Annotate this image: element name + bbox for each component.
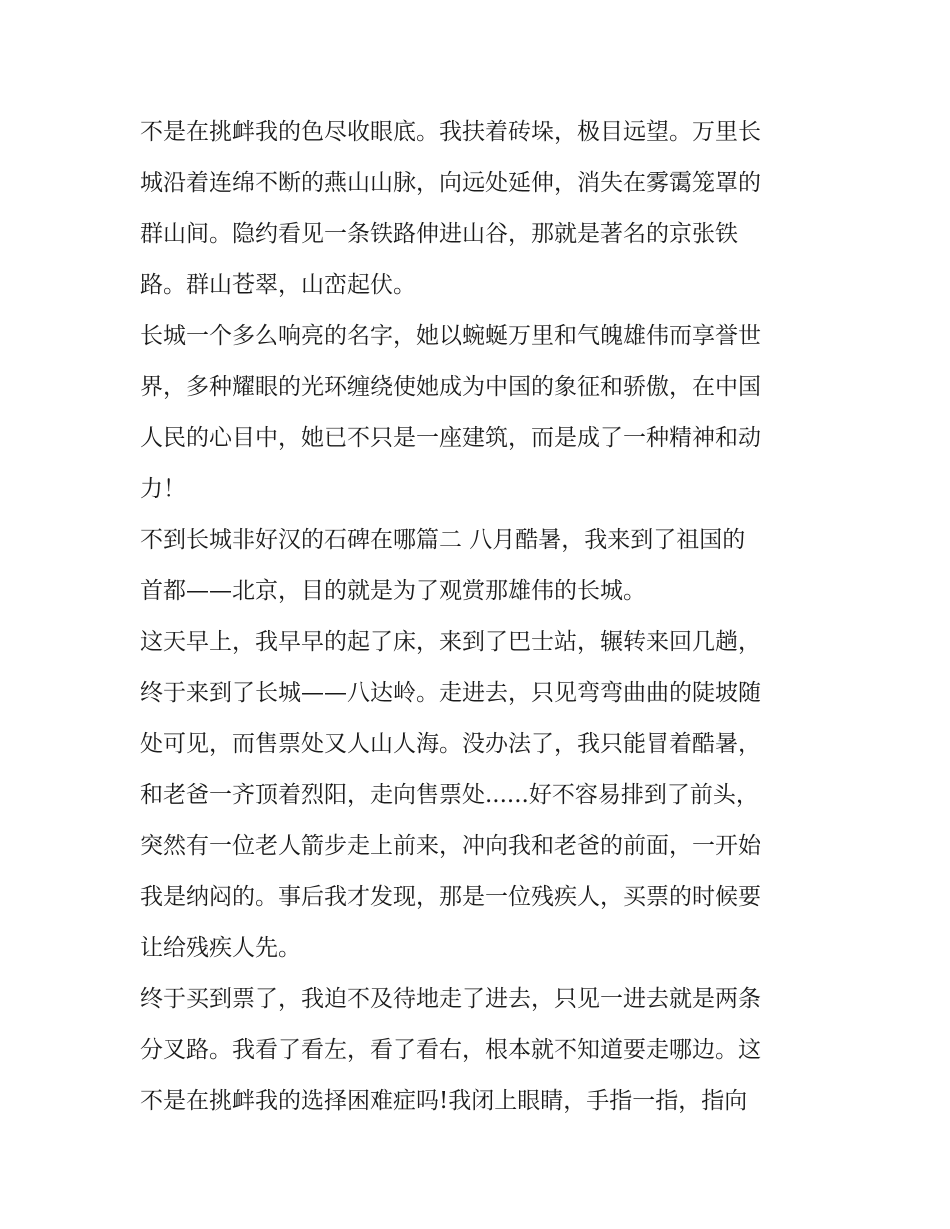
text-line: 路。群山苍翠，山峦起伏。: [140, 272, 416, 298]
text-line: 群山间。隐约看见一条铁路伸进山谷，那就是著名的京张铁: [140, 221, 738, 247]
text-line: 首都——北京，目的就是为了观赏那雄伟的长城。: [140, 578, 646, 604]
text-line: 不是在挑衅我的色尽收眼底。我扶着砖垛，极目远望。万里长: [140, 119, 761, 145]
text-line: 分叉路。我看了看左，看了看右，根本就不知道要走哪边。这: [140, 1037, 761, 1063]
text-line: 和老爸一齐顶着烈阳，走向售票处......好不容易排到了前头，: [140, 782, 759, 808]
text-line: 终于来到了长城——八达岭。走进去，只见弯弯曲曲的陡坡随: [140, 680, 761, 706]
document-body: [140, 107, 820, 1127]
text-line: 我是纳闷的。事后我才发现，那是一位残疾人，买票的时候要: [140, 884, 761, 910]
text-line: 不是在挑衅我的选择困难症吗!我闭上眼睛，手指一指，指向: [140, 1088, 748, 1114]
text-line: 力！: [140, 476, 186, 502]
text-line: 人民的心目中，她已不只是一座建筑，而是成了一种精神和动: [140, 425, 761, 451]
text-line: 不到长城非好汉的石碑在哪篇二 八月酷暑，我来到了祖国的: [140, 527, 746, 553]
text-line: 界，多种耀眼的光环缠绕使她成为中国的象征和骄傲，在中国: [140, 374, 761, 400]
text-line: 长城一个多么响亮的名字，她以蜿蜒万里和气魄雄伟而享誉世: [140, 323, 761, 349]
text-line: 终于买到票了，我迫不及待地走了进去，只见一进去就是两条: [140, 986, 761, 1012]
text-line: 城沿着连绵不断的燕山山脉，向远处延伸，消失在雾霭笼罩的: [140, 170, 761, 196]
text-line: 让给残疾人先。: [140, 935, 301, 961]
text-line: 这天早上，我早早的起了床，来到了巴士站，辗转来回几趟，: [140, 629, 761, 655]
text-line: 突然有一位老人箭步走上前来，冲向我和老爸的前面，一开始: [140, 833, 761, 859]
text-line: 处可见，而售票处又人山人海。没办法了，我只能冒着酷暑，: [140, 731, 761, 757]
